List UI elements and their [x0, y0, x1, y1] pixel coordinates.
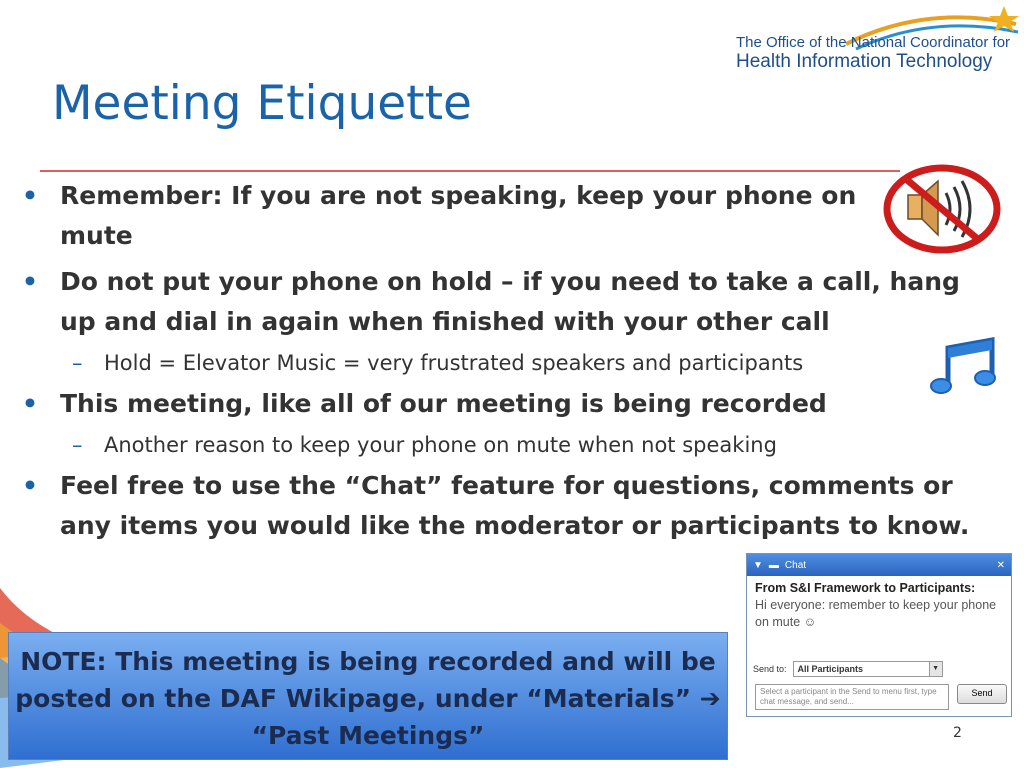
- chat-title: Chat: [784, 559, 807, 571]
- bullet-item: • This meeting, like all of our meeting is being recorded: [22, 389, 827, 418]
- close-icon[interactable]: ✕: [996, 559, 1005, 571]
- send-to-value: All Participants: [797, 664, 864, 674]
- sub-bullet-text: Hold = Elevator Music = very frustrated speakers and participants: [104, 351, 804, 375]
- chat-message-input[interactable]: Select a participant in the Send to menu first, type chat message, and send...: [755, 684, 949, 710]
- chat-message: Hi everyone: remember to keep your phone on mute ☺: [755, 598, 997, 629]
- bullet-item: • Remember: If you are not speaking, keep your phone on mute: [22, 181, 857, 250]
- slide-title: Meeting Etiquette: [52, 76, 472, 131]
- title-divider: [40, 170, 900, 172]
- dropdown-arrow-icon[interactable]: ▼: [929, 662, 942, 676]
- bullet-text: Do not put your phone on hold – if you need to take a call, hang up and dial in again when finished with your other call: [60, 267, 960, 336]
- no-speaker-icon: [882, 163, 1002, 255]
- recording-note-box: [8, 632, 728, 760]
- sub-bullet-item: – Another reason to keep your phone on mute when not speaking: [72, 433, 777, 457]
- chat-messages: [747, 576, 1011, 662]
- send-to-select[interactable]: [793, 661, 943, 677]
- sub-bullet-text: Another reason to keep your phone on mute when not speaking: [104, 433, 777, 457]
- chat-bubble-icon: ▬: [768, 559, 779, 571]
- send-to-label: Send to:: [753, 664, 787, 674]
- bullet-text: This meeting, like all of our meeting is being recorded: [60, 389, 827, 418]
- music-note-icon: [930, 336, 1000, 398]
- bullet-item: • Do not put your phone on hold – if you need to take a call, hang up and dial in again when finished with your other call: [22, 267, 960, 336]
- chat-header: [747, 554, 1011, 576]
- note-text: NOTE: This meeting is being recorded and will be posted on the DAF Wikipage, under “Materials” ➔ “Past Meetings”: [15, 647, 721, 750]
- collapse-triangle-icon[interactable]: ▼: [753, 559, 763, 571]
- onc-logo: [736, 4, 1024, 74]
- send-button[interactable]: Send: [957, 684, 1007, 704]
- bullet-text: Feel free to use the “Chat” feature for questions, comments or any items you would like the moderator or participants to know.: [60, 471, 970, 540]
- sub-bullet-item: – Hold = Elevator Music = very frustrated speakers and participants: [72, 351, 804, 375]
- chat-panel: [746, 553, 1012, 717]
- page-number: 2: [953, 725, 962, 741]
- logo-text-line2: Health Information Technology: [736, 51, 993, 72]
- chat-sender: From S&I Framework to Participants:: [755, 581, 976, 595]
- bullet-item: • Feel free to use the “Chat” feature for questions, comments or any items you would like the moderator or participants to know.: [22, 471, 970, 540]
- send-to-row: [753, 661, 943, 677]
- bullet-text: Remember: If you are not speaking, keep your phone on mute: [60, 181, 857, 250]
- bullet-list: [20, 176, 995, 552]
- logo-text-line1: The Office of the National Coordinator for: [736, 34, 1011, 51]
